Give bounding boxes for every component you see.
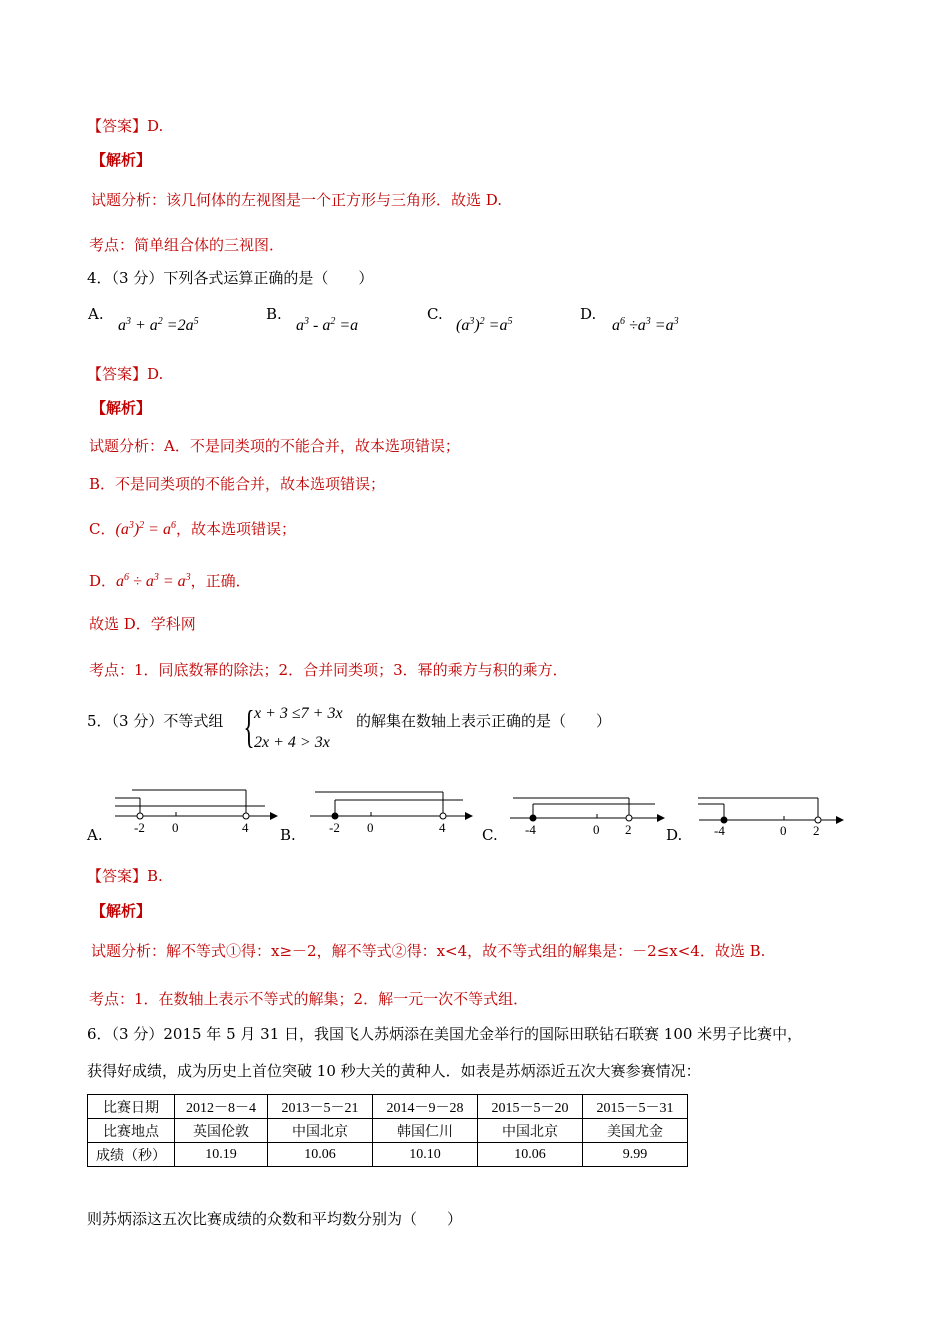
tick-label-2: 0 — [593, 822, 600, 837]
tick-label-1: -2 — [329, 820, 340, 835]
q5-answer: 【答案】B. — [87, 867, 163, 885]
table-cell: 10.19 — [175, 1143, 268, 1167]
table-cell: 2015－5－31 — [583, 1095, 688, 1119]
table-cell: 2012－8－4 — [175, 1095, 268, 1119]
table-cell: 中国北京 — [478, 1119, 583, 1143]
q5-option-c-label: C. — [482, 826, 498, 844]
table-cell: 2015－5－20 — [478, 1095, 583, 1119]
table-cell: 美国尤金 — [583, 1119, 688, 1143]
tick-label-2: 0 — [367, 820, 374, 835]
table-cell: 9.99 — [583, 1143, 688, 1167]
q4-analysis-b: B．不是同类项的不能合并，故本选项错误； — [89, 475, 386, 493]
q4-option-d-label: D. — [580, 305, 597, 323]
q6-stem-line1: 6．（3 分）2015 年 5 月 31 日，我国飞人苏炳添在美国尤金举行的国际田联钻石联赛 100 米男子比赛中， — [87, 1025, 803, 1043]
q4-option-d-expr: $a^6 \div a^3 =a^3$ — [612, 316, 679, 334]
q5-analysis: 试题分析：解不等式①得：x≥－2，解不等式②得：x<4，故不等式组的解集是：－2≤x<4．故选 B. — [91, 942, 766, 960]
open-point-right — [626, 815, 632, 821]
q5-number-line-b — [305, 788, 473, 838]
q4-analysis-a: 试题分析：A．不是同类项的不能合并，故本选项错误； — [89, 437, 460, 455]
closed-point-left — [530, 815, 537, 822]
q4-answer: 【答案】D. — [87, 365, 164, 383]
q3-answer: 【答案】D. — [87, 117, 164, 135]
q5-system-eq1: x + 3 ≤7 + 3x — [254, 705, 343, 722]
table-row — [88, 1143, 688, 1167]
q4-analysis-c: C．$(a^3)^2 = a^6$，故本选项错误； — [89, 520, 296, 538]
table-row — [88, 1095, 688, 1119]
axis-arrow — [465, 812, 473, 820]
q4-option-c-expr: $(a^3)^2 =a^5$ — [456, 316, 513, 334]
open-point-right — [440, 813, 446, 819]
table-cell: 成绩（秒） — [88, 1143, 175, 1167]
table-cell: 中国北京 — [268, 1119, 373, 1143]
system-brace: { — [243, 701, 255, 752]
q4-option-c-label: C. — [427, 305, 443, 323]
q5-option-d-label: D. — [666, 826, 683, 844]
tick-label-3: 2 — [813, 823, 820, 838]
table-cell: 10.06 — [478, 1143, 583, 1167]
q3-analysis-title: 【解析】 — [91, 151, 152, 169]
q3-analysis: 试题分析：该几何体的左视图是一个正方形与三角形．故选 D. — [91, 191, 503, 209]
q4-analysis-title: 【解析】 — [91, 399, 152, 417]
tick-label-3: 2 — [625, 822, 632, 837]
q4-analysis-d: D．$a^6 \div a^3 = a^3$，正确． — [89, 572, 251, 590]
q4-kaodian: 考点：1．同底数幂的除法；2．合并同类项；3．幂的乘方与积的乘方． — [89, 661, 568, 679]
q6-stem-line2: 获得好成绩，成为历史上首位突破 10 秒大关的黄种人．如表是苏炳添近五次大赛参赛情况： — [87, 1062, 701, 1080]
q5-stem-post: 的解集在数轴上表示正确的是（ ） — [356, 712, 612, 730]
table-cell: 10.10 — [373, 1143, 478, 1167]
tick-label-1: -2 — [134, 820, 145, 835]
q5-option-b-label: B. — [280, 826, 296, 844]
table-cell: 比赛地点 — [88, 1119, 175, 1143]
q5-number-line-a — [110, 788, 278, 838]
tick-label-3: 4 — [242, 820, 249, 835]
q4-option-b-expr: $a^3 - a^2 =a$ — [296, 316, 359, 334]
tick-label-3: 4 — [439, 820, 446, 835]
table-cell: 英国伦敦 — [175, 1119, 268, 1143]
q5-stem-pre: 5．（3 分）不等式组 — [87, 712, 224, 730]
tick-label-1: -4 — [525, 822, 536, 837]
tick-label-2: 0 — [780, 823, 787, 838]
q4-option-b-label: B. — [266, 305, 282, 323]
open-point-right — [243, 813, 249, 819]
q4-option-a-label: A. — [88, 305, 104, 323]
table-cell: 比赛日期 — [88, 1095, 175, 1119]
q4-option-a-expr: $a^3 + a^2 =2a^5$ — [118, 316, 199, 334]
q5-option-a-label: A. — [87, 826, 103, 844]
table-cell: 韩国仁川 — [373, 1119, 478, 1143]
tick-label-2: 0 — [172, 820, 179, 835]
closed-point-left — [332, 813, 339, 820]
results-table — [87, 1094, 688, 1167]
open-point-left — [137, 813, 143, 819]
q5-kaodian: 考点：1．在数轴上表示不等式的解集；2．解一元一次不等式组． — [89, 990, 529, 1008]
axis-arrow — [836, 816, 844, 824]
table-row — [88, 1119, 688, 1143]
q4-stem: 4．（3 分）下列各式运算正确的是（ ） — [87, 269, 374, 287]
q5-number-line-d — [694, 792, 844, 838]
q4-conclusion: 故选 D．学科网 — [89, 615, 196, 633]
q3-kaodian: 考点：简单组合体的三视图． — [89, 236, 285, 254]
q5-number-line-c — [505, 792, 665, 838]
axis-arrow — [270, 812, 278, 820]
tick-label-1: -4 — [714, 823, 725, 838]
axis-arrow — [657, 814, 665, 822]
q6-question: 则苏炳添这五次比赛成绩的众数和平均数分别为（ ） — [87, 1210, 463, 1228]
q5-system-eq2: 2x + 4 > 3x — [254, 734, 330, 751]
table-cell: 2013－5－21 — [268, 1095, 373, 1119]
table-cell: 2014－9－28 — [373, 1095, 478, 1119]
q5-analysis-title: 【解析】 — [91, 902, 152, 920]
table-cell: 10.06 — [268, 1143, 373, 1167]
